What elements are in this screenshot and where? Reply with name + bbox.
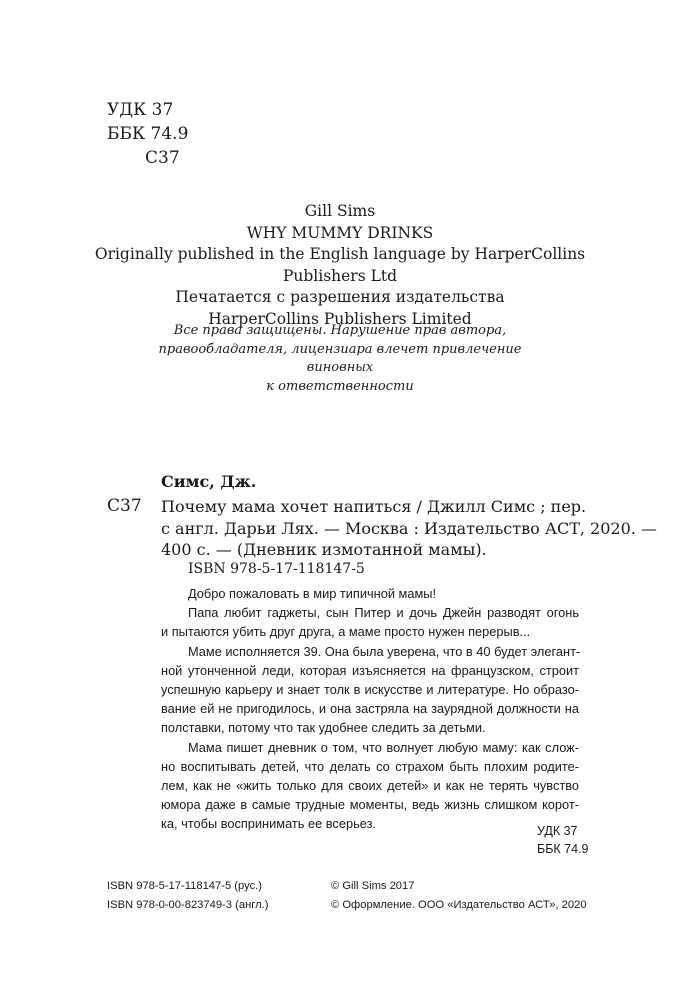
annotation-line: вание ей не пригодилось, и она застряла на заурядной должности на [161, 701, 579, 717]
bbk-code: ББК 74.9 [107, 124, 189, 144]
annotation-line: Маме исполняется 39. Она была уверена, что в 40 будет элегант- [188, 643, 581, 659]
bibliographic-record [161, 496, 657, 561]
rights-line-1: Все права защищены. Нарушение прав автора, [173, 323, 507, 338]
annotation-line: успешную карьеру и знает толк в искусстве и литературе. Но образо- [161, 682, 579, 698]
author-heading: Симс, Дж. [161, 472, 257, 491]
permission-line-1: Печатается с разрешения издательства [175, 288, 505, 306]
classification-codes [107, 98, 188, 170]
original-author: Gill Sims [304, 202, 376, 220]
permission-line-2: HarperCollins Publishers Limited [208, 309, 472, 328]
rights-line-3: к ответственности [266, 378, 414, 394]
author-mark: С37 [145, 148, 180, 168]
annotation-line: лем, как не «жить только для своих детей» и как не терять чувство [161, 778, 579, 794]
annotation-line: и пытаются убить друг друга, а маме просто нужен перерыв... [161, 624, 531, 640]
original-title: WHY MUMMY DRINKS [246, 223, 434, 242]
annotation-line: юмора даже в самые трудные моменты, ведь жизнь слишком корот- [161, 797, 579, 813]
publisher-line-2: Publishers Ltd [282, 266, 398, 285]
rights-notice [140, 322, 540, 396]
publisher-line-1: Originally published in the English language by HarperCollins [94, 245, 586, 263]
rights-line-2: правообладателя, лицензиара влечет привлечение виновных [158, 341, 522, 375]
copyright-design: © Оформление. ООО «Издательство АСТ», 2020 [331, 899, 587, 911]
annotation [161, 584, 579, 834]
bib-line-3: 400 с. — (Дневник измотанной мамы). [161, 540, 487, 559]
copyright-author: © Gill Sims 2017 [331, 880, 415, 892]
isbn-eng: ISBN 978-0-00-823749-3 (англ.) [107, 899, 269, 911]
bib-line-1: Почему мама хочет напиться / Джилл Симс ; пер. [161, 497, 587, 516]
annotation-line: полставки, потому что так удобнее следить за детьми. [161, 720, 486, 736]
isbn-list [107, 877, 268, 915]
annotation-line: но воспитывать детей, что делать со страхом быть плохим родите- [161, 758, 579, 774]
udk-code-bottom: УДК 37 [537, 824, 578, 838]
bib-code: С37 [107, 496, 142, 516]
annotation-line: ка, чтобы воспринимать ее всерьез. [161, 816, 376, 832]
bib-line-2: с англ. Дарьи Лях. — Москва : Издательство АСТ, 2020. — [161, 518, 657, 538]
copyright-notices [331, 877, 587, 915]
original-edition-info [90, 201, 590, 330]
isbn-main: ISBN 978-5-17-118147-5 [188, 561, 365, 577]
isbn-rus: ISBN 978-5-17-118147-5 (рус.) [107, 880, 263, 892]
udk-code: УДК 37 [107, 100, 174, 120]
annotation-line: Добро пожаловать в мир типичной мамы! [188, 586, 437, 601]
annotation-line: ной утонченной леди, которая изъясняется на французском, строит [161, 662, 579, 678]
annotation-line: Папа любит гаджеты, сын Питер и дочь Джейн разводят огонь [188, 605, 579, 621]
annotation-line: Мама пишет дневник о том, что волнует любую маму: как слож- [188, 739, 579, 755]
classification-codes-bottom [537, 822, 589, 858]
bbk-code-bottom: ББК 74.9 [537, 842, 589, 856]
